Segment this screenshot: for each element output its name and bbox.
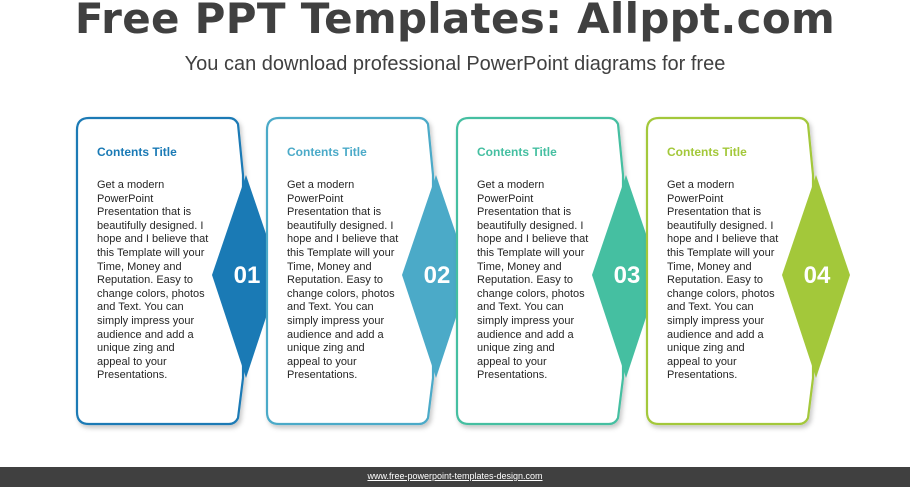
step-title-4: Contents Title [667,145,747,159]
step-body-4: Get a modern PowerPoint Presentation that is beautifully designed. I hope and I believe that this Template will your Time, Money and Reputation. Easy to change colors, photos and Text. You can simply impress your audience and add a unique zing and appeal to your Presentations. [667,179,779,382]
page-subtitle: You can download professional PowerPoint diagrams for free [184,53,726,75]
step-number-2: 02 [423,262,451,289]
step-title-2: Contents Title [287,145,367,159]
step-number-3: 03 [613,262,641,289]
step-title-1: Contents Title [97,145,177,159]
step-title-3: Contents Title [477,145,557,159]
footer-link[interactable]: www.free-powerpoint-templates-design.com [367,471,543,481]
step-number-4: 04 [803,262,831,289]
footer-bar [0,467,910,487]
step-body-1: Get a modern PowerPoint Presentation that is beautifully designed. I hope and I believe that this Template will your Time, Money and Reputation. Easy to change colors, photos and Text. You can simply impress your audience and add a unique zing and appeal to your Presentations. [97,179,209,382]
step-body-3: Get a modern PowerPoint Presentation that is beautifully designed. I hope and I believe that this Template will your Time, Money and Reputation. Easy to change colors, photos and Text. You can simply impress your audience and add a unique zing and appeal to your Presentations. [477,179,589,382]
step-number-1: 01 [233,262,261,289]
page-title: Free PPT Templates: Allppt.com [74,0,836,43]
step-body-2: Get a modern PowerPoint Presentation that is beautifully designed. I hope and I believe that this Template will your Time, Money and Reputation. Easy to change colors, photos and Text. You can simply impress your audience and add a unique zing and appeal to your Presentations. [287,179,399,382]
